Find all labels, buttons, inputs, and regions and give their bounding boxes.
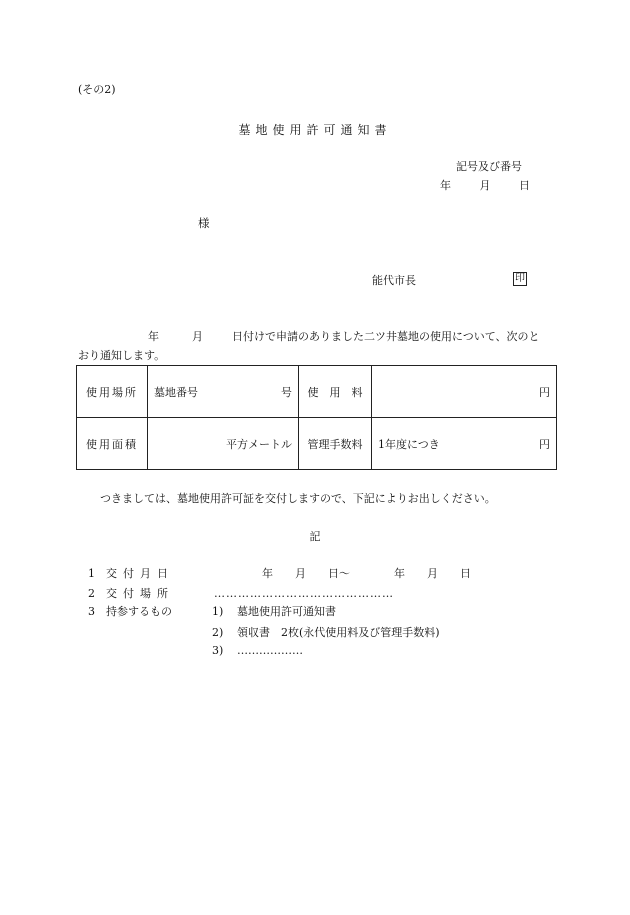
delivery-place-number: 2: [88, 587, 95, 600]
form-number: (その2): [78, 83, 116, 96]
delivery-date-range: 年 月 日～ 年 月 日: [262, 567, 471, 580]
delivery-place-label: [88, 588, 174, 599]
management-fee-cell: [372, 418, 557, 470]
management-fee-unit: 円: [539, 437, 550, 451]
list-item-text: ………………: [237, 644, 303, 657]
body-text-line-1: [148, 331, 540, 342]
issue-date-year: 年: [440, 179, 451, 192]
addressee-honorific: 様: [198, 216, 210, 230]
bring-items-text: 持参するもの: [106, 605, 172, 618]
permit-info-table: [76, 365, 557, 470]
delivery-date-label: [88, 568, 174, 579]
delivery-date-number: 1: [88, 567, 95, 580]
list-item-text: 墓地使用許可通知書: [237, 605, 336, 618]
management-fee-period: 1年度につき: [378, 437, 440, 451]
plot-number-unit: 号: [281, 385, 292, 399]
fee-label: 使 用 料: [299, 366, 372, 418]
bring-items-number: 3: [88, 605, 95, 618]
list-item-number: 2): [212, 626, 224, 639]
list-item: [212, 606, 336, 617]
area-cell: [148, 418, 299, 470]
list-item: [212, 645, 303, 656]
delivery-date-text: 交付月日: [106, 567, 174, 580]
location-label: 使用場所: [77, 366, 148, 418]
list-item-text: 領収書 2枚(永代使用料及び管理手数料): [237, 626, 440, 639]
delivery-place-value: ………………………………………: [214, 587, 394, 600]
ki-heading: 記: [309, 530, 321, 543]
code-and-number-label: 記号及び番号: [456, 160, 522, 173]
table-row-area: [77, 418, 557, 470]
body-year: 年: [148, 330, 159, 343]
management-fee-label: 管理手数料: [299, 418, 372, 470]
notice-text: つきましては、墓地使用許可証を交付しますので、下記によりお出しください。: [100, 492, 496, 505]
issuer-name: 能代市長: [372, 274, 416, 287]
plot-number-label: 墓地番号: [154, 385, 198, 399]
list-item-number: 1): [212, 605, 224, 618]
body-rest: 日付けで申請のありました二ツ井墓地の使用について、次のと: [232, 330, 540, 343]
area-label: 使用面積: [77, 418, 148, 470]
document-title: 墓地使用許可通知書: [238, 123, 392, 137]
seal-mark: 印: [515, 273, 525, 284]
issue-date-day: 日: [519, 179, 530, 192]
list-item: [212, 627, 440, 638]
table-row-location: [77, 366, 557, 418]
list-item-number: 3): [212, 644, 224, 657]
bring-items-label: [88, 606, 172, 617]
body-text-line-2: おり通知します。: [78, 349, 166, 362]
area-unit: 平方メートル: [226, 437, 292, 451]
fee-unit: 円: [539, 385, 550, 399]
plot-number-cell: [148, 366, 299, 418]
fee-cell: [372, 366, 557, 418]
body-month: 月: [192, 330, 203, 343]
issue-date: [440, 180, 530, 191]
issue-date-month: 月: [479, 179, 491, 192]
delivery-place-text: 交付場所: [106, 587, 174, 600]
